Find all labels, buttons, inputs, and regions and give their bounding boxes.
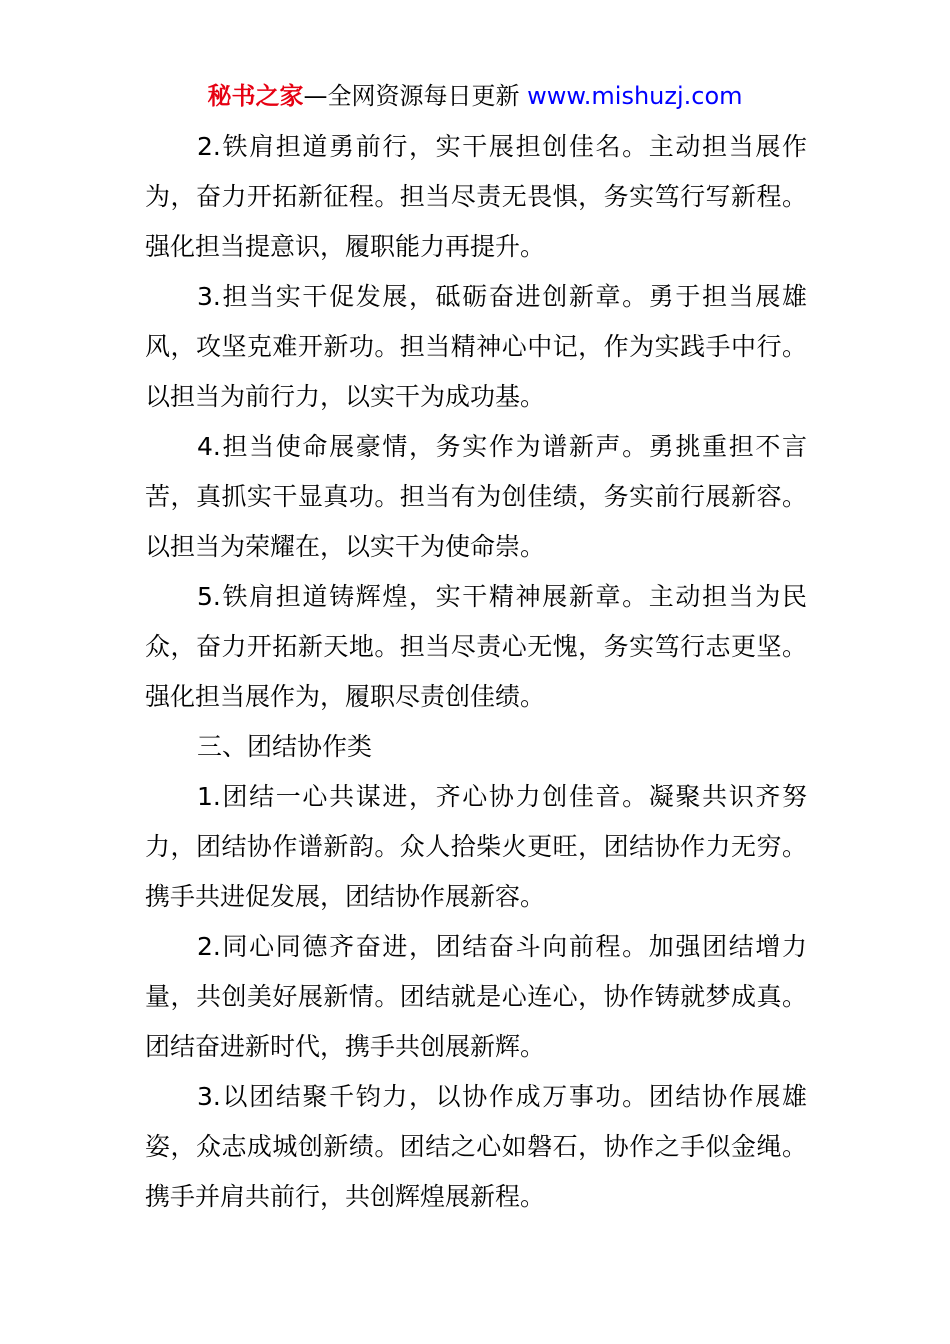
paragraph: 1.团结一心共谋进，齐心协力创佳音。凝聚共识齐努力，团结协作谱新韵。众人拾柴火更旺，团结协作力无穷。携手共进促发展，团结协作展新容。 [145,782,807,911]
paragraph: 2.铁肩担道勇前行，实干展担创佳名。主动担当展作为，奋力开拓新征程。担当尽责无畏惧，务实笃行写新程。强化担当提意识，履职能力再提升。 [145,132,807,261]
paragraph: 3.以团结聚千钧力，以协作成万事功。团结协作展雄姿，众志成城创新绩。团结之心如磐石，协作之手似金绳。携手并肩共前行，共创辉煌展新程。 [145,1082,807,1211]
paragraph: 3.担当实干促发展，砥砺奋进创新章。勇于担当展雄风，攻坚克难开新功。担当精神心中记，作为实践手中行。以担当为前行力，以实干为成功基。 [145,282,807,411]
site-url-link[interactable]: www.mishuzj.com [527,82,743,110]
site-brand: 秘书之家 [207,82,304,110]
site-slogan: —全网资源每日更新 [303,82,520,110]
paragraph: 5.铁肩担道铸辉煌，实干精神展新章。主动担当为民众，奋力开拓新天地。担当尽责心无愧，务实笃行志更坚。强化担当展作为，履职尽责创佳绩。 [145,582,807,711]
paragraph: 2.同心同德齐奋进，团结奋斗向前程。加强团结增力量，共创美好展新情。团结就是心连心，协作铸就梦成真。团结奋进新时代，携手共创展新辉。 [145,932,807,1061]
paragraph: 4.担当使命展豪情，务实作为谱新声。勇挑重担不言苦，真抓实干显真功。担当有为创佳绩，务实前行展新容。以担当为荣耀在，以实干为使命崇。 [145,432,807,561]
site-header [0,80,950,112]
section-heading: 三、团结协作类 [197,732,373,761]
document-body [145,122,807,1222]
